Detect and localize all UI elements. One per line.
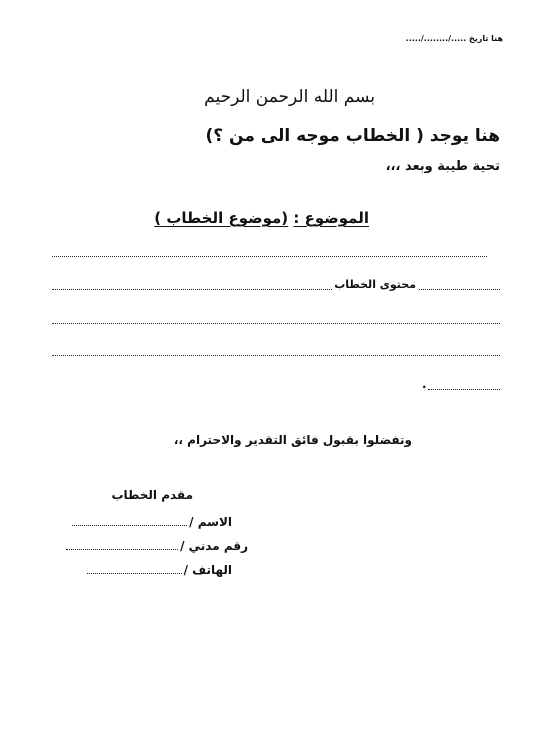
body-dotted-line	[52, 289, 500, 290]
body-end-mark: .	[422, 377, 427, 391]
greeting: تحية طيبة وبعد ،،،	[385, 159, 500, 174]
civil-id-dotted-fill	[66, 548, 178, 550]
name-label: الاسم /	[189, 515, 232, 529]
name-dotted-fill	[72, 524, 187, 526]
body-dotted-line	[52, 256, 487, 257]
date-line: هنا تاريخ ...../......../.....	[405, 34, 503, 43]
content-label: محتوى الخطاب	[334, 278, 416, 291]
subject-value: (موضوع الخطاب )	[154, 209, 289, 227]
body-dotted-line	[52, 323, 500, 324]
body-dotted-line	[52, 355, 500, 356]
subject-line	[154, 209, 369, 227]
civil-id-label: رقم مدني /	[180, 539, 248, 553]
body-dotted-line	[428, 389, 500, 390]
basmala: بسم الله الرحمن الرحيم	[204, 87, 375, 107]
name-field	[72, 515, 232, 529]
closing-remark: وتفضلوا بقبول فائق التقدير والاحترام ،،	[173, 433, 412, 447]
recipient-line: هنا يوجد ( الخطاب موجه الى من ؟)	[205, 126, 500, 146]
subject-label: الموضوع :	[293, 209, 369, 227]
phone-dotted-fill	[87, 572, 182, 574]
phone-field	[87, 563, 232, 577]
phone-label: الهاتف /	[183, 563, 232, 577]
sender-title: مقدم الخطاب	[111, 488, 193, 502]
civil-id-field	[66, 539, 248, 553]
